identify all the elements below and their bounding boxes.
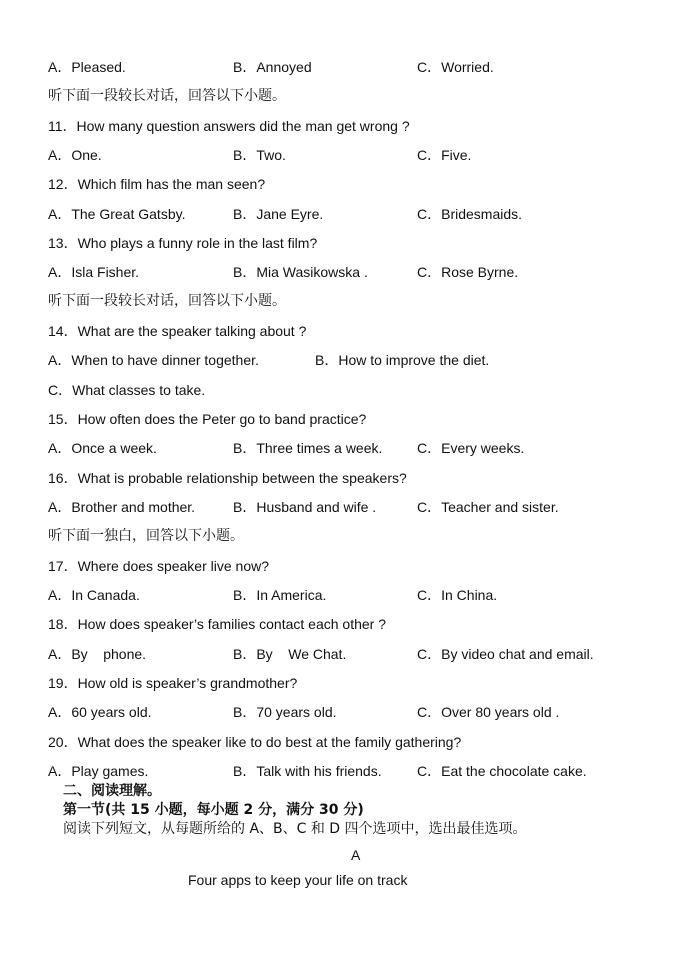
option-c: C．Worried. bbox=[417, 59, 494, 75]
q19-option-a: A．60 years old. bbox=[48, 704, 152, 720]
passage-title: Four apps to keep your life on track bbox=[188, 872, 408, 888]
q12-option-a: A．The Great Gatsby. bbox=[48, 206, 186, 222]
q13-option-c: C．Rose Byrne. bbox=[417, 264, 519, 280]
q19-option-c: C．Over 80 years old . bbox=[417, 704, 560, 720]
q19-option-b: B．70 years old. bbox=[233, 704, 337, 720]
question-13: 13．Who plays a funny role in the last film? bbox=[48, 235, 318, 251]
q12-option-b: B．Jane Eyre. bbox=[233, 206, 324, 222]
q15-option-a: A．Once a week. bbox=[48, 440, 157, 456]
q14-option-c: C．What classes to take. bbox=[48, 382, 206, 398]
question-14: 14．What are the speaker talking about ? bbox=[48, 323, 307, 339]
q13-option-a: A．Isla Fisher. bbox=[48, 264, 140, 280]
q13-option-b: B．Mia Wasikowska . bbox=[233, 264, 368, 280]
part-title: 第一节(共 15 小题，每小题 2 分，满分 30 分) bbox=[63, 802, 364, 818]
question-12: 12．Which film has the man seen? bbox=[48, 176, 266, 192]
q12-option-c: C．Bridesmaids. bbox=[417, 206, 523, 222]
q16-option-b: B．Husband and wife . bbox=[233, 499, 377, 515]
question-15: 15．How often does the Peter go to band practice? bbox=[48, 411, 367, 427]
q14-option-b: B．How to improve the diet. bbox=[315, 352, 490, 368]
passage-letter: A bbox=[351, 847, 361, 863]
q15-option-b: B．Three times a week. bbox=[233, 440, 383, 456]
reading-instruction: 阅读下列短文，从每题所给的 A、B、C 和 D 四个选项中，选出最佳选项。 bbox=[63, 821, 527, 837]
q18-option-a: A．By phone. bbox=[48, 646, 147, 662]
section-title: 二、阅读理解。 bbox=[63, 783, 161, 799]
question-17: 17．Where does speaker live now? bbox=[48, 558, 270, 574]
q20-option-b: B．Talk with his friends. bbox=[233, 763, 382, 779]
q16-option-a: A．Brother and mother. bbox=[48, 499, 196, 515]
q20-option-c: C．Eat the chocolate cake. bbox=[417, 763, 587, 779]
q11-option-b: B．Two. bbox=[233, 147, 286, 163]
q11-option-a: A．One. bbox=[48, 147, 102, 163]
section-instruction: 听下面一段较长对话，回答以下小题。 bbox=[48, 88, 286, 104]
option-b: B．Annoyed bbox=[233, 59, 312, 75]
section-instruction: 听下面一独白，回答以下小题。 bbox=[48, 528, 244, 544]
q14-option-a: A．When to have dinner together. bbox=[48, 352, 259, 368]
q16-option-c: C．Teacher and sister. bbox=[417, 499, 559, 515]
q17-option-c: C．In China. bbox=[417, 587, 498, 603]
question-18: 18．How does speaker’s families contact each other ? bbox=[48, 616, 386, 632]
question-16: 16．What is probable relationship between the speakers? bbox=[48, 470, 407, 486]
q17-option-a: A．In Canada. bbox=[48, 587, 140, 603]
q20-option-a: A．Play games. bbox=[48, 763, 149, 779]
question-19: 19．How old is speaker’s grandmother? bbox=[48, 675, 298, 691]
option-a: A．Pleased. bbox=[48, 59, 126, 75]
q18-option-b: B．By We Chat. bbox=[233, 646, 347, 662]
q11-option-c: C．Five. bbox=[417, 147, 472, 163]
q17-option-b: B．In America. bbox=[233, 587, 327, 603]
q18-option-c: C．By video chat and email. bbox=[417, 646, 594, 662]
question-11: 11．How many question answers did the man get wrong ? bbox=[48, 118, 410, 134]
q15-option-c: C．Every weeks. bbox=[417, 440, 525, 456]
question-20: 20．What does the speaker like to do best at the family gathering? bbox=[48, 734, 462, 750]
section-instruction: 听下面一段较长对话，回答以下小题。 bbox=[48, 293, 286, 309]
